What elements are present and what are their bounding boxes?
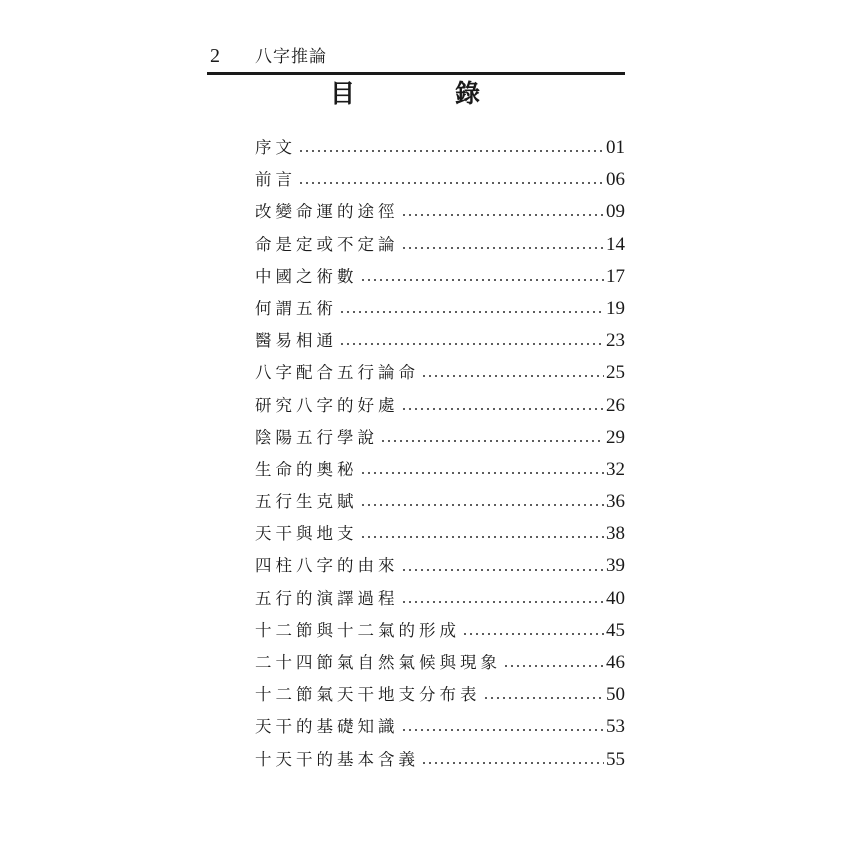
dot-leader [360, 504, 605, 506]
dot-leader [339, 343, 604, 345]
toc-entry-label: 八字配合五行論命 [255, 363, 419, 383]
dot-leader [401, 408, 605, 410]
toc-entry [255, 647, 625, 679]
dot-leader [401, 247, 605, 249]
toc-entry-label: 二十四節氣自然氣候與現象 [255, 653, 501, 672]
toc-entry-page: 09 [606, 201, 625, 223]
dot-leader [421, 375, 604, 377]
dot-leader [380, 440, 604, 442]
toc-entry-page: 45 [606, 619, 625, 641]
toc-entry [255, 518, 625, 550]
toc-entry-label: 前言 [255, 170, 296, 190]
dot-leader [483, 697, 605, 699]
toc-entry-label: 天干與地支 [255, 524, 358, 544]
dot-leader [360, 472, 605, 474]
dot-leader [298, 182, 604, 184]
toc-entry-label: 序文 [255, 138, 296, 157]
toc-entry-label: 命是定或不定論 [255, 234, 399, 254]
dot-leader [401, 569, 605, 571]
toc-entry [255, 615, 625, 647]
toc-entry-page: 01 [606, 137, 625, 158]
toc-list [255, 132, 625, 776]
toc-entry-page: 46 [606, 652, 625, 673]
toc-entry [255, 711, 625, 743]
toc-entry [255, 550, 625, 582]
toc-entry-label: 十天干的基本含義 [255, 749, 419, 769]
toc-entry [255, 164, 625, 196]
dot-leader [503, 665, 604, 667]
toc-entry [255, 679, 625, 711]
dot-leader [360, 279, 605, 281]
toc-entry-label: 醫易相通 [255, 331, 337, 351]
toc-entry-page: 40 [606, 587, 625, 609]
toc-entry-page: 25 [606, 362, 625, 384]
toc-entry [255, 744, 625, 776]
toc-entry-label: 四柱八字的由來 [255, 556, 399, 576]
toc-entry-page: 14 [606, 233, 625, 255]
toc-entry-page: 26 [606, 394, 625, 416]
toc-entry-page: 32 [606, 458, 625, 480]
toc-entry-label: 研究八字的好處 [255, 395, 399, 415]
toc-entry [255, 357, 625, 389]
toc-entry [255, 486, 625, 518]
toc-entry [255, 454, 625, 486]
toc-title [330, 78, 480, 110]
toc-entry-label: 五行的演譯過程 [255, 588, 399, 608]
toc-entry [255, 583, 625, 615]
toc-entry-label: 十二節與十二氣的形成 [255, 620, 460, 640]
toc-entry [255, 261, 625, 293]
toc-entry [255, 422, 625, 454]
dot-leader [401, 601, 605, 603]
dot-leader [421, 762, 604, 764]
toc-entry-label: 生命的奧秘 [255, 459, 358, 479]
toc-entry [255, 325, 625, 357]
toc-entry-label: 十二節氣天干地支分布表 [255, 685, 481, 705]
toc-entry [255, 390, 625, 422]
toc-entry-label: 何謂五術 [255, 298, 337, 318]
toc-entry [255, 132, 625, 164]
page-header [207, 42, 625, 70]
toc-entry-page: 06 [606, 169, 625, 191]
toc-entry-label: 改變命運的途徑 [255, 202, 399, 222]
toc-title-char-1: 目 [330, 79, 356, 108]
toc-entry-page: 50 [606, 684, 625, 706]
dot-leader [360, 536, 605, 538]
toc-entry-label: 五行生克賦 [255, 492, 358, 512]
toc-entry-label: 中國之術數 [255, 266, 358, 286]
toc-entry-page: 53 [606, 716, 625, 738]
header-rule [207, 72, 625, 75]
dot-leader [339, 311, 604, 313]
toc-entry [255, 293, 625, 325]
page-number: 2 [210, 45, 220, 67]
dot-leader [298, 150, 604, 152]
toc-entry-page: 36 [606, 491, 625, 513]
toc-entry-label: 天干的基礎知識 [255, 717, 399, 737]
toc-entry-page: 29 [606, 426, 625, 448]
toc-entry-page: 55 [606, 748, 625, 770]
dot-leader [401, 214, 605, 216]
running-title: 八字推論 [255, 47, 327, 67]
toc-entry [255, 229, 625, 261]
toc-entry-page: 23 [606, 330, 625, 352]
toc-entry-label: 陰陽五行學說 [255, 427, 378, 447]
toc-entry [255, 196, 625, 228]
toc-entry-page: 19 [606, 297, 625, 319]
toc-title-char-2: 錄 [454, 79, 480, 108]
toc-entry-page: 38 [606, 523, 625, 545]
toc-entry-page: 39 [606, 555, 625, 577]
toc-entry-page: 17 [606, 265, 625, 287]
dot-leader [462, 633, 604, 635]
dot-leader [401, 729, 605, 731]
